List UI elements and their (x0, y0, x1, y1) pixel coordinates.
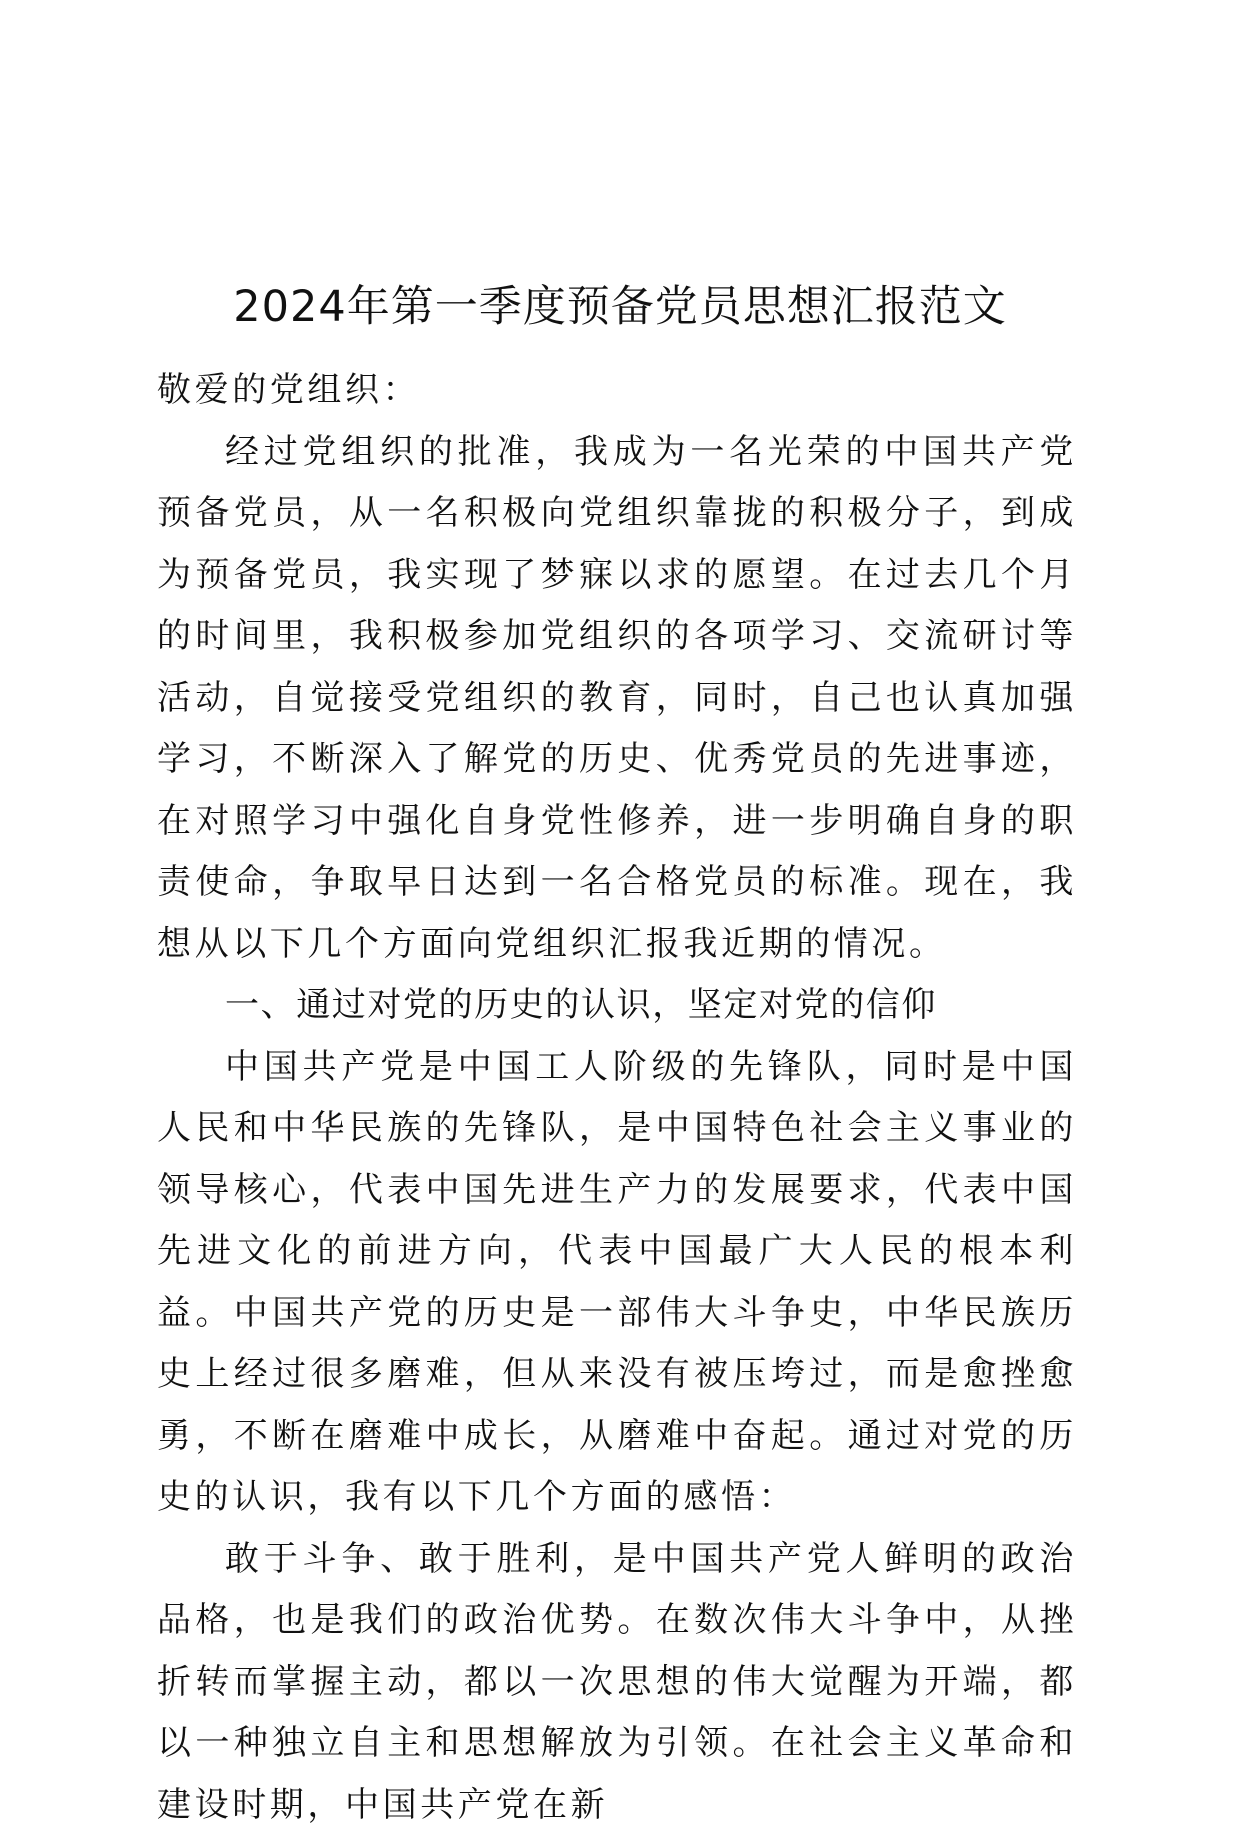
paragraph-party-history: 中国共产党是中国工人阶级的先锋队，同时是中国人民和中华民族的先锋队，是中国特色社会主义事业的领导核心，代表中国先进生产力的发展要求，代表中国先进文化的前进方向，代表中国最广大人民的根本利益。中国共产党的历史是一部伟大斗争史，中华民族历史上经过很多磨难，但从来没有被压垮过，而是愈挫愈勇，不断在磨难中成长，从磨难中奋起。通过对党的历史的认识，我有以下几个方面的感悟： (157, 1037, 1077, 1529)
document-body (157, 360, 1077, 1836)
salutation: 敬爱的党组织： (157, 360, 1077, 422)
paragraph-struggle: 敢于斗争、敢于胜利，是中国共产党人鲜明的政治品格，也是我们的政治优势。在数次伟大斗争中，从挫折转而掌握主动，都以一次思想的伟大觉醒为开端，都以一种独立自主和思想解放为引领。在社会主义革命和建设时期，中国共产党在新 (157, 1529, 1077, 1836)
section-heading-1: 一、通过对党的历史的认识，坚定对党的信仰 (157, 975, 1077, 1037)
paragraph-intro: 经过党组织的批准，我成为一名光荣的中国共产党预备党员，从一名积极向党组织靠拢的积极分子，到成为预备党员，我实现了梦寐以求的愿望。在过去几个月的时间里，我积极参加党组织的各项学习、交流研讨等活动，自觉接受党组织的教育，同时，自己也认真加强学习，不断深入了解党的历史、优秀党员的先进事迹，在对照学习中强化自身党性修养，进一步明确自身的职责使命，争取早日达到一名合格党员的标准。现在，我想从以下几个方面向党组织汇报我近期的情况。 (157, 422, 1077, 976)
document-title: 2024年第一季度预备党员思想汇报范文 (0, 277, 1240, 337)
